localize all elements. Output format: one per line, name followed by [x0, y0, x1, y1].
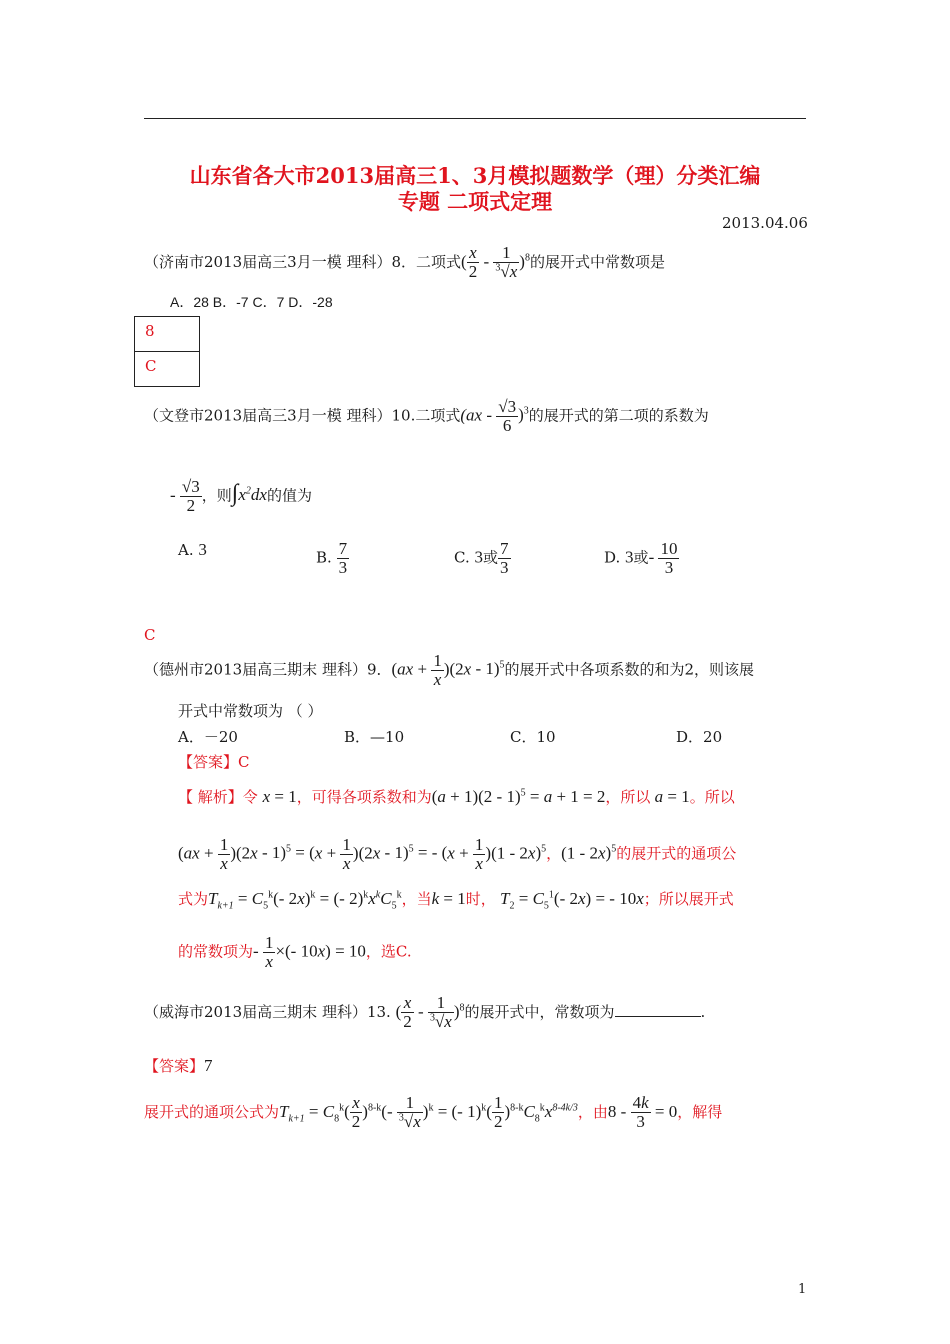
q2-option-d: D. 3或- $\frac{10}{3}$ — [604, 539, 678, 577]
q3-analysis-line3: 式为$T_{k+1} = C_5^k(-$ 2x)$^k$ = (- $2)^kx^kC_5^k$，当k = 1时， $T_2 = C_5^1(-$ 2x) = - 10x；所以展开式 — [178, 889, 734, 912]
q3-option-c: C．10 — [510, 728, 556, 746]
q4-frac-cbrt: $\frac{1}{^3√x}$ — [429, 993, 452, 1031]
q1-cell-number: 8 — [134, 316, 200, 352]
q4-answer-blank — [615, 1016, 701, 1017]
q3-analysis-line1: 【 解析】令 x = 1，可得各项系数和为(a + 1)(2 - 1)$^5$ = a + 1 = 2，所以 a = 1。所以 — [178, 787, 735, 806]
q3-frac-1-x: $\frac{1}{x}$ — [433, 651, 442, 689]
q1-frac-x2: $\frac{x}{2}$ — [468, 243, 478, 282]
q1-frac-cbrt: $\frac{1}{^3√x}$ — [495, 243, 518, 281]
q2-frac-sqrt3-6: $\frac{√3}{6}$ — [498, 397, 517, 435]
q2-frac-c-7-3: $\frac{7}{3}$ — [500, 539, 509, 577]
q4-explanation: 展开式的通项公式为$T_{k+1} = C_8^k$( $\frac{x}{2}$ )$^{8-k}$(- $\frac{1}{^3√x}$ )$^k$ = (- 1)$^k$( $\frac{1}{2}$ )$^{8-k}C_8^kx^{8-4k/3}$，由8 - $\frac{4k}{3}$ = 0，解得 — [144, 1093, 723, 1132]
doc-subtitle: 专题 二项式定理 — [397, 189, 553, 214]
q1-options: A．28 B．-7 C．7 D．-28 — [170, 294, 333, 310]
q3-answer: 【答案】C — [178, 753, 250, 771]
page-number: 1 — [798, 1282, 807, 1297]
q2-answer: C — [144, 626, 156, 644]
q3-option-d: D．20 — [676, 728, 723, 746]
q2-option-b: B. $\frac{7}{3}$ — [316, 539, 348, 577]
q2-frac-10-3: $\frac{10}{3}$ — [660, 539, 678, 577]
q3-analysis-line2: (ax + $\frac{1}{x}$ )(2x - 1)$^5$ = (x + $\frac{1}{x}$ )(2x - 1)$^5$ = - (x + $\frac{1}{x}$ )(1 - 2x)$^5$，(1 - 2x)$^5$的展开式的通项公 — [178, 835, 737, 873]
q2-frac-neg-sqrt3-2: $\frac{√3}{2}$ — [181, 477, 200, 515]
q4-stem: （威海市2013届高三期末 理科）13. ( $\frac{x}{2}$ - $\frac{1}{^3√x}$ )$^8$的展开式中，常数项为 . — [144, 993, 706, 1032]
q2-option-a: A. 3 — [178, 540, 207, 559]
q3-analysis-line4: 的常数项为- $\frac{1}{x}$ ×(- 10x) = 10，选C. — [178, 933, 412, 971]
doc-date: 2013.04.06 — [722, 214, 808, 232]
q1-stem: （济南市2013届高三3月一模 理科）8．二项式( $\frac{x}{2}$ - $\frac{1}{^3√x}$ )$^8$的展开式中常数项是 — [144, 243, 665, 282]
q3-stem: （德州市2013届高三期末 理科）9．(ax + $\frac{1}{x}$ )(2x - 1)$^5$的展开式中各项系数的和为2，则该展 — [144, 651, 755, 689]
q3-option-a: A．－20 — [178, 728, 238, 746]
top-rule — [144, 118, 806, 119]
q4-frac-x2: $\frac{x}{2}$ — [403, 993, 412, 1032]
q2-stem: （文登市2013届高三3月一模 理科）10.二项式(ax - $\frac{√3}{6}$ )$^3$的展开式的第二项的系数为 — [144, 397, 709, 435]
q2-option-c: C. 3或 $\frac{7}{3}$ — [454, 539, 509, 577]
q3-option-b: B．—10 — [344, 728, 405, 746]
doc-title: 山东省各大市2013届高三1、3月模拟题数学（理）分类汇编 — [189, 163, 761, 188]
integral-icon: ∫ — [231, 480, 239, 507]
q4-answer: 【答案】7 — [144, 1056, 213, 1075]
q2-line2: - $\frac{√3}{2}$ ，则$\int x^2dx$的值为 — [170, 477, 312, 515]
q2-frac-7-3: $\frac{7}{3}$ — [338, 539, 348, 577]
q1-cell-answer: C — [134, 351, 200, 387]
q3-line2: 开式中常数项为 （ ） — [178, 702, 323, 720]
